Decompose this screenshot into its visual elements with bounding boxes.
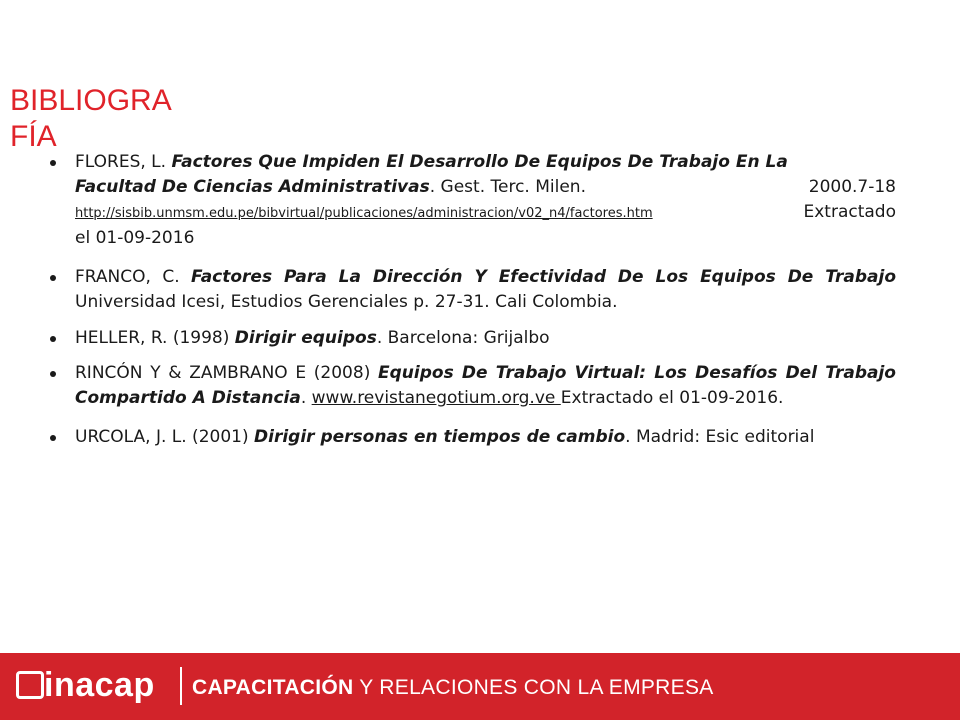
reference-mid: . — [300, 388, 312, 408]
page-title — [10, 83, 210, 155]
reference-title: Factores Que Impiden El Desarrollo De Equipos De Trabajo En La — [171, 152, 788, 172]
reference-title-cont: Facultad De Ciencias Administrativas — [75, 177, 430, 197]
tagline-rest: Y RELACIONES CON LA EMPRESA — [353, 676, 714, 699]
reference-rest: Extractado el 01-09-2016. — [560, 388, 784, 408]
tagline-bold: CAPACITACIÓN — [192, 676, 354, 699]
inacap-logo-icon — [16, 671, 44, 699]
reference-rest: . Madrid: Esic editorial — [625, 427, 815, 447]
reference-title: Dirigir personas en tiempos de cambio — [254, 427, 626, 447]
reference-franco — [48, 265, 896, 315]
footer-divider — [180, 667, 182, 705]
reference-author: HELLER, R. (1998) — [75, 328, 235, 348]
reference-date: el 01-09-2016 — [75, 228, 195, 248]
reference-urcola — [48, 425, 896, 450]
reference-line — [75, 150, 896, 175]
reference-extract: Extractado — [803, 202, 896, 222]
bibliography-list — [48, 150, 896, 460]
reference-source: . Gest. Terc. Milen. — [429, 177, 586, 197]
reference-title: Dirigir equipos — [234, 328, 377, 348]
title-line-1: BIBLIOGRA — [10, 84, 172, 117]
reference-author: RINCÓN Y & ZAMBRANO E (2008) — [75, 363, 379, 383]
reference-url-link[interactable]: http://sisbib.unmsm.edu.pe/bibvirtual/publicaciones/administracion/v02_n4/factores.htm — [75, 206, 653, 221]
reference-line — [75, 175, 896, 200]
footer-tagline — [192, 676, 714, 700]
reference-url-link[interactable]: www.revistanegotium.org.ve — [311, 388, 561, 408]
reference-rest: . Barcelona: Grijalbo — [376, 328, 550, 348]
reference-rincon — [48, 361, 896, 411]
reference-line — [75, 200, 896, 226]
reference-title: Equipos De Trabajo Virtual: Los Desafíos Del Trabajo Compartido A Distancia — [75, 363, 896, 408]
reference-author: FLORES, L. — [75, 152, 172, 172]
footer-bar — [0, 653, 960, 720]
reference-title: Factores Para La Dirección Y Efectividad De Los Equipos De Trabajo — [191, 267, 896, 287]
reference-rest: Universidad Icesi, Estudios Gerenciales p. 27-31. Cali Colombia. — [75, 292, 618, 312]
reference-heller — [48, 326, 896, 351]
reference-year: 2000.7-18 — [808, 177, 896, 197]
reference-author: FRANCO, C. — [75, 267, 192, 287]
brand-logo-text: inacap — [44, 666, 155, 704]
reference-author: URCOLA, J. L. (2001) — [75, 427, 254, 447]
reference-flores — [48, 150, 896, 251]
title-line-2: FÍA — [10, 120, 57, 153]
